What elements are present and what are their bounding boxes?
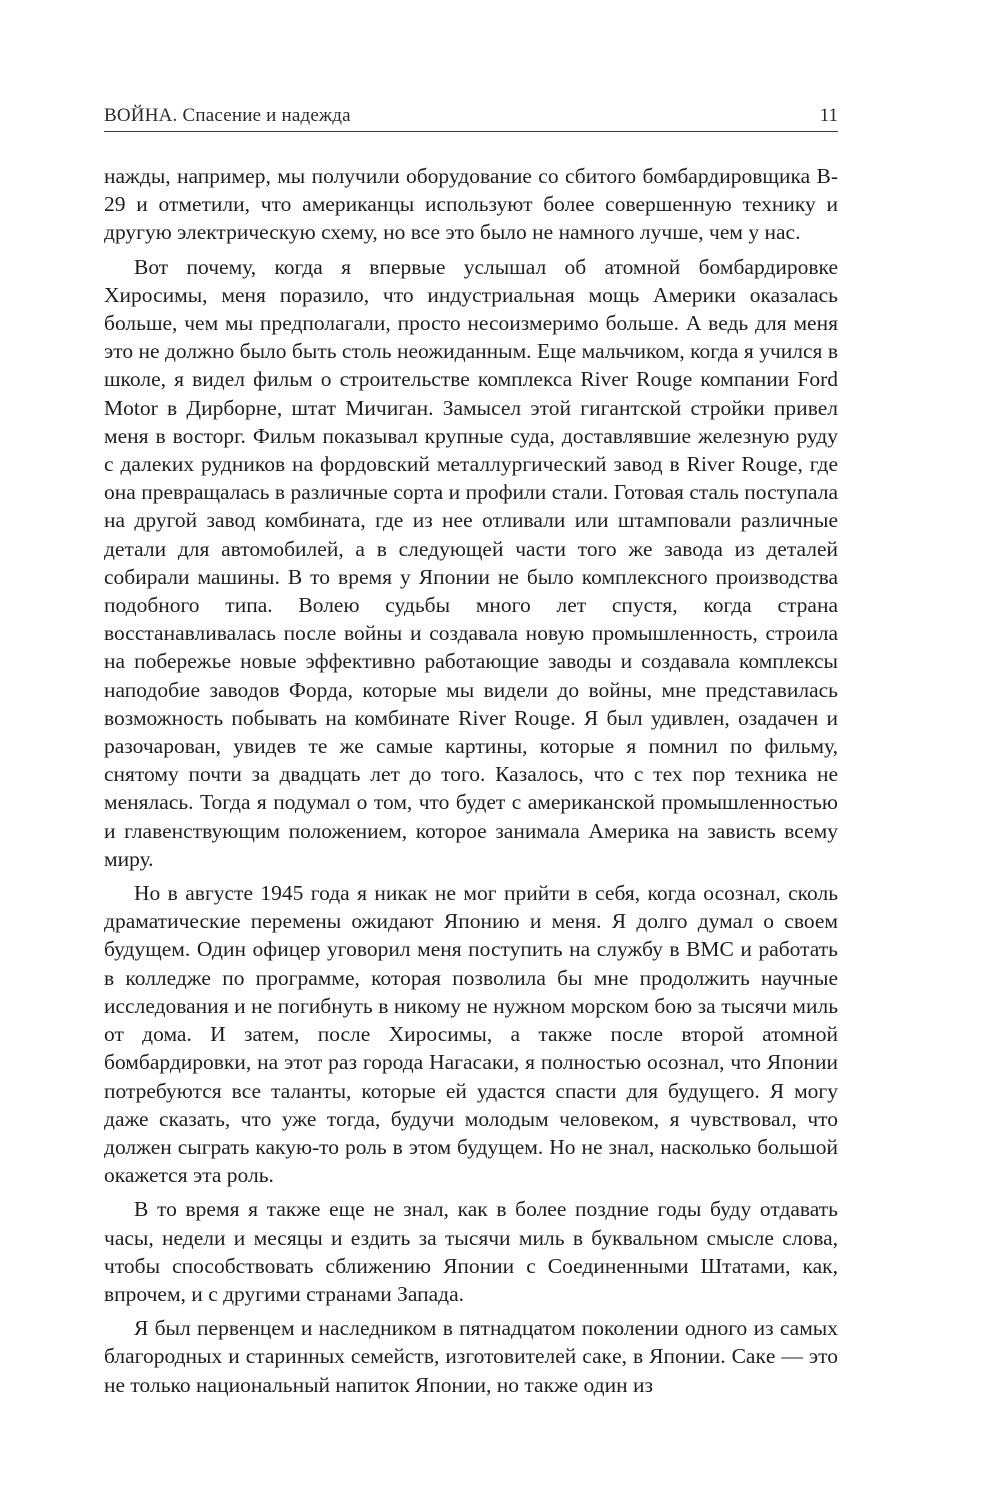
paragraph-continued: нажды, например, мы получили оборудование со сбитого бомбардировщика B-29 и отметили, что американцы используют более совершенную технику и другую электрическую схему, но все это было не намного лучше, чем у нас.: [104, 164, 838, 245]
header-rule: [104, 131, 838, 132]
body-text: [104, 162, 838, 1399]
running-head: [104, 104, 838, 128]
paragraph: Я был первенцем и наследником в пятнадцатом поколении одного из самых благородных и старинных семейств, изготовителей сакe, в Японии. Сакe — это не только национальный напиток Японии, но также один из: [104, 1316, 838, 1397]
paragraph: В то время я также еще не знал, как в более поздние годы буду отдавать часы, недели и месяцы и ездить за тысячи миль в буквальном смысле слова, чтобы способствовать сближению Японии с Соединенными Штатами, как, впрочем, и с другими странами Запада.: [104, 1197, 838, 1306]
paragraph: Но в августе 1945 года я никак не мог прийти в себя, когда осознал, сколь драматические перемены ожидают Японию и меня. Я долго думал о своем будущем. Один офицер уговорил меня поступить на службу в ВМС и работать в колледже по программе, которая позволила бы мне продолжить научные исследования и не погибнуть в никому не нужном морском бою за тысячи миль от дома. И затем, после Хиросимы, а также после второй атомной бомбардировки, на этот раз города Нагасаки, я полностью осознал, что Японии потребуются все таланты, которые ей удастся спасти для будущего. Я могу даже сказать, что уже тогда, будучи молодым человеком, я чувствовал, что должен сыграть какую-то роль в этом будущем. Но не знал, насколько большой окажется эта роль.: [104, 881, 838, 1188]
paragraph: Вот почему, когда я впервые услышал об атомной бомбардировке Хиросимы, меня поразило, что индустриальная мощь Америки оказалась больше, чем мы предполагали, просто несоизмеримо больше. А ведь для меня это не должно было быть столь неожиданным. Еще мальчиком, когда я учился в школе, я видел фильм о строительстве комплекса River Rouge компании Ford Motor в Дирборне, штат Мичиган. Замысел этой гигантской стройки привел меня в восторг. Фильм показывал крупные суда, доставлявшие железную руду с далеких рудников на фордовский металлургический завод в River Rouge, где она превращалась в различные сорта и профили стали. Готовая сталь поступала на другой завод комбината, где из нее отливали или штамповали различные детали для автомобилей, а в следующей части того же завода из деталей собирали машины. В то время у Японии не было комплексного производства подобного типа. Волею судьбы много лет спустя, когда страна восстанавливалась после войны и создавала новую промышленность, строила на побережье новые эффективно работающие заводы и создавала комплексы наподобие заводов Форда, которые мы видели до войны, мне представилась возможность побывать на комбинате River Rouge. Я был удивлен, озадачен и разочарован, увидев те же самые картины, которые я помнил по фильму, снятому почти за двадцать лет до того. Казалось, что с тех пор техника не менялась. Тогда я подумал о том, что будет с американской промышленностью и главенствующим положением, которое занимала Америка на зависть всему миру.: [104, 254, 838, 871]
running-title: ВОЙНА. Спасение и надежда: [104, 105, 351, 126]
page-number: 11: [819, 105, 838, 126]
